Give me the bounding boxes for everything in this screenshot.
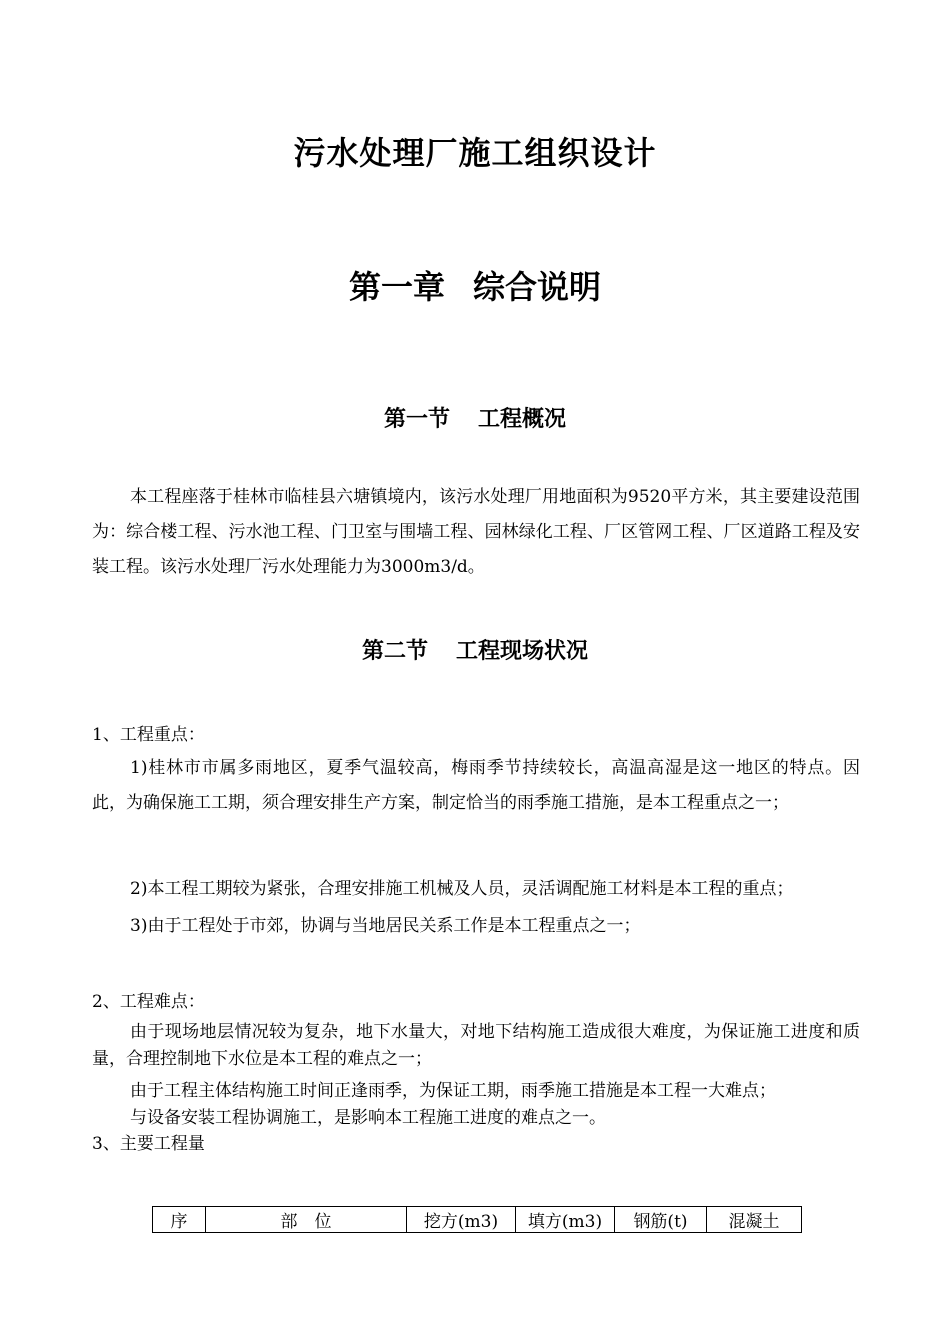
difficulties-heading: 2、工程难点： [92, 992, 205, 1012]
section-number: 第二节 [361, 638, 428, 664]
key-point-item: 3)由于工程处于市郊，协调与当地居民关系工作是本工程重点之一； [130, 916, 641, 936]
section-heading-1 [0, 402, 950, 433]
header-cell-backfill: 填方(m3) [516, 1207, 615, 1233]
header-cell-concrete: 混凝土 [707, 1207, 802, 1233]
chapter-name: 综合说明 [473, 268, 602, 306]
header-cell-location: 部 位 [206, 1207, 407, 1233]
chapter-heading [0, 262, 950, 308]
key-point-item: 2)本工程工期较为紧张，合理安排施工机械及人员，灵活调配施工材料是本工程的重点； [130, 879, 794, 899]
section-name: 工程概况 [478, 406, 567, 432]
section-heading-2 [0, 634, 950, 665]
difficulty-item: 与设备安装工程协调施工，是影响本工程施工进度的难点之一。 [130, 1108, 606, 1128]
quantities-heading: 3、主要工程量 [92, 1134, 205, 1154]
key-points-heading: 1、工程重点： [92, 725, 205, 745]
header-cell-excavation: 挖方(m3) [407, 1207, 516, 1233]
quantities-table [152, 1206, 802, 1233]
difficulty-item: 由于现场地层情况较为复杂，地下水量大，对地下结构施工造成很大难度，为保证施工进度和质量，合理控制地下水位是本工程的难点之一； [92, 1022, 860, 1069]
header-cell-index: 序 [153, 1207, 206, 1233]
difficulty-item: 由于工程主体结构施工时间正逢雨季，为保证工期，雨季施工措施是本工程一大难点； [130, 1081, 776, 1101]
table-header-row [153, 1207, 802, 1233]
overview-paragraph: 本工程座落于桂林市临桂县六塘镇境内，该污水处理厂用地面积为9520平方米，其主要建设范围为：综合楼工程、污水池工程、门卫室与围墙工程、园林绿化工程、厂区管网工程、厂区道路工程及安装工程。该污水处理厂污水处理能力为3000m3/d。 [92, 487, 860, 577]
section-number: 第一节 [383, 406, 450, 432]
chapter-number: 第一章 [348, 268, 445, 306]
document-title: 污水处理厂施工组织设计 [293, 134, 657, 172]
key-point-item: 1)桂林市市属多雨地区，夏季气温较高，梅雨季节持续较长，高温高湿是这一地区的特点。因此，为确保施工工期，须合理安排生产方案，制定恰当的雨季施工措施，是本工程重点之一； [92, 758, 860, 813]
header-cell-rebar: 钢筋(t) [615, 1207, 707, 1233]
section-name: 工程现场状况 [456, 638, 589, 664]
